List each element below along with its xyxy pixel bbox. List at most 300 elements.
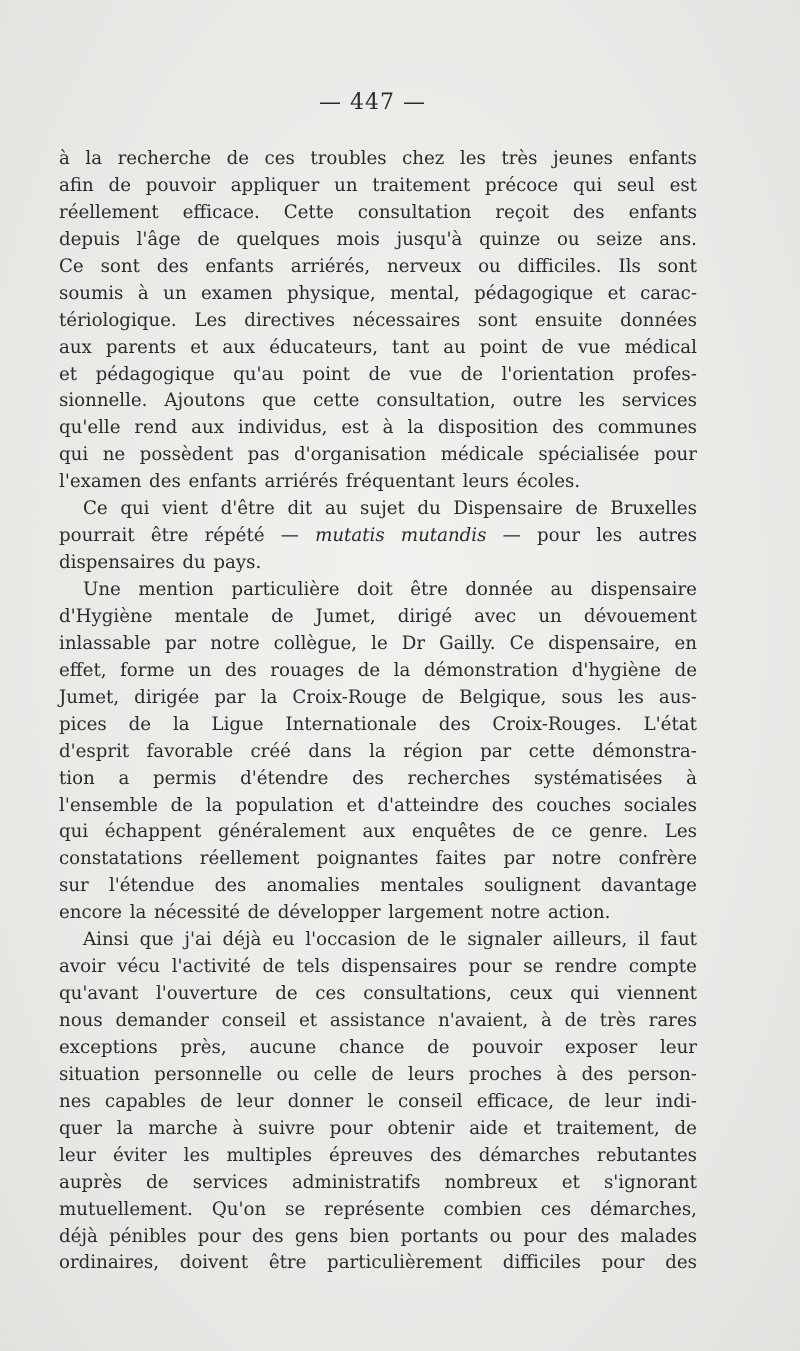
word: consultation: [357, 201, 472, 223]
word: ceux: [509, 983, 553, 1005]
word: répété: [204, 525, 265, 547]
word: des: [251, 1225, 284, 1247]
word: et: [523, 1117, 542, 1139]
word: de: [568, 1090, 591, 1112]
word: particulièrement: [327, 1252, 483, 1274]
word: d'être: [220, 498, 275, 520]
word: leur: [604, 1090, 642, 1112]
word: constatations: [59, 848, 183, 870]
word: s'ignorant: [603, 1171, 697, 1193]
word: de: [200, 1090, 223, 1112]
word: aux: [191, 417, 224, 439]
word: poignantes: [316, 848, 419, 870]
word: particulière: [231, 579, 340, 600]
text-line: [59, 227, 697, 254]
word: sous: [561, 686, 603, 708]
word: par: [214, 686, 246, 708]
word: du: [182, 552, 206, 574]
word: de: [427, 1036, 450, 1058]
word: Une: [83, 579, 121, 600]
word: sur: [59, 875, 89, 897]
word: notre: [490, 902, 541, 924]
text-line: [59, 200, 697, 227]
word: nes: [59, 1090, 91, 1112]
word: d'hygiène: [571, 659, 662, 681]
word: doit: [357, 579, 393, 600]
word: mentales: [380, 875, 464, 897]
word: systématisées: [534, 767, 663, 789]
word: notre: [210, 632, 260, 654]
word: nécessaires: [352, 309, 461, 331]
text-line: [59, 954, 697, 981]
word: leur: [236, 1090, 274, 1112]
word: de: [357, 659, 381, 681]
word: qui: [570, 983, 600, 1005]
word: des: [581, 1063, 614, 1085]
text-line: [59, 146, 697, 173]
word: un: [163, 282, 187, 304]
word: arriérés,: [290, 255, 371, 277]
word: aus-: [658, 686, 697, 708]
word: ces: [315, 983, 346, 1005]
word: à: [232, 1117, 244, 1139]
text-line: [59, 846, 697, 873]
word: sionnelle.: [59, 390, 148, 412]
word: et: [346, 794, 365, 816]
word: Bruxelles: [610, 498, 697, 520]
word: l'ensemble: [59, 794, 158, 816]
word: les: [459, 148, 486, 169]
word: directives: [244, 309, 335, 331]
word: nombreux: [444, 1171, 538, 1193]
word: dirigée: [134, 686, 200, 708]
text-line: [59, 793, 697, 820]
word: l'ouverture: [155, 983, 258, 1005]
word: d'esprit: [59, 740, 130, 762]
word: ou: [556, 228, 580, 250]
word: demander: [115, 1010, 209, 1031]
word: rares: [648, 1010, 697, 1031]
word: est: [669, 174, 697, 196]
word: viennent: [616, 983, 697, 1005]
word: services: [621, 390, 697, 412]
word: sujet: [360, 498, 405, 520]
word: leurs: [462, 471, 509, 493]
word: ces: [264, 148, 295, 169]
word: enfants: [205, 255, 274, 277]
word: largement: [388, 902, 484, 924]
word: à: [137, 282, 149, 304]
word: pour: [601, 1252, 645, 1274]
word: de: [575, 498, 598, 520]
word: ce: [551, 821, 573, 843]
word: enfants: [628, 148, 697, 169]
word: exceptions: [59, 1036, 158, 1058]
word: rebutantes: [596, 1144, 697, 1166]
word: pouvoir: [145, 174, 216, 196]
word: exposer: [564, 1036, 638, 1058]
word: jeunes: [553, 148, 613, 169]
word: Qu'on: [211, 1198, 267, 1220]
word: proches: [468, 1063, 543, 1085]
word: de: [564, 1010, 587, 1031]
word: leurs: [408, 1063, 455, 1085]
word: spécialisée: [538, 444, 640, 466]
word: n'avaient,: [438, 1010, 529, 1031]
word: et: [298, 1010, 318, 1031]
word: davantage: [601, 875, 697, 897]
word: favorable: [146, 740, 234, 762]
word: et: [59, 363, 78, 385]
word: a: [118, 767, 130, 789]
word: un: [334, 174, 358, 196]
word: —: [280, 525, 299, 547]
word: suivre: [258, 1117, 315, 1139]
word: épreuves: [329, 1144, 413, 1166]
word: la: [129, 902, 147, 924]
word: j'ai: [184, 929, 212, 951]
word: qu'au: [233, 363, 285, 385]
word: qui: [120, 498, 150, 520]
word: la: [407, 417, 425, 439]
word: très: [599, 1010, 636, 1031]
word: parents: [105, 336, 177, 358]
word: pourrait: [59, 525, 135, 547]
word: physique,: [287, 282, 376, 304]
word: qu'elle: [59, 417, 121, 439]
text-line: [59, 415, 697, 442]
word: la: [205, 794, 223, 816]
word: quer: [59, 1117, 102, 1139]
word: nerveux: [387, 255, 462, 277]
text-line: [59, 335, 697, 362]
word: leur: [659, 1036, 697, 1058]
word: Belgique,: [459, 686, 547, 708]
text-line: [59, 577, 697, 604]
word: des: [156, 255, 189, 277]
word: au: [324, 498, 348, 520]
word: autres: [638, 525, 697, 547]
text-line: [59, 685, 697, 712]
text-line: [59, 362, 697, 389]
word: Jumet,: [59, 686, 120, 708]
word: ailleurs,: [552, 929, 628, 951]
word: mutuellement.: [59, 1198, 193, 1220]
word: tant: [392, 336, 430, 358]
text-line: [59, 873, 697, 900]
word: seize: [596, 228, 643, 250]
word: il: [638, 929, 650, 951]
word: le: [371, 632, 388, 654]
word: capables: [104, 1090, 186, 1112]
word: pénibles: [109, 1225, 187, 1247]
word: Dr: [401, 632, 426, 654]
text-line: [59, 308, 697, 335]
word: des: [577, 1225, 610, 1247]
word: de: [170, 794, 194, 816]
word: des: [149, 471, 181, 493]
word: mention: [138, 579, 214, 600]
word: ensuite: [534, 309, 603, 331]
word: de: [406, 929, 430, 951]
word: inlassable: [59, 632, 151, 654]
word: aide: [469, 1117, 509, 1139]
word: enfants: [188, 471, 257, 493]
word: d'Hygiène: [59, 605, 153, 627]
word: Ajoutons: [164, 390, 246, 412]
word: de: [108, 174, 131, 196]
text-line: [59, 631, 697, 658]
word: aux: [222, 336, 256, 358]
text-line: [59, 281, 697, 308]
word: des: [438, 713, 471, 735]
word: de: [128, 713, 152, 735]
word: Ainsi: [83, 929, 129, 951]
word: ou: [489, 1225, 513, 1247]
word: par: [503, 848, 535, 870]
text-line: [59, 819, 697, 846]
text-line: [59, 173, 697, 200]
word: l'occasion: [305, 929, 397, 951]
word: des: [429, 1144, 462, 1166]
text-line: [59, 442, 697, 469]
word: en: [674, 632, 697, 654]
word: de: [421, 686, 445, 708]
word: éducateurs,: [269, 336, 378, 358]
word: permis: [152, 767, 217, 789]
word: à: [540, 1010, 552, 1031]
text-line: [59, 1197, 697, 1224]
word: point: [479, 336, 528, 358]
word: confrère: [618, 848, 697, 870]
word: pays.: [213, 552, 262, 574]
word: Internationale: [285, 713, 417, 735]
word: obtenir: [387, 1117, 455, 1139]
word: de: [368, 363, 391, 385]
word: être: [150, 525, 189, 547]
word: anomalies: [266, 875, 360, 897]
word: bien: [349, 1225, 390, 1247]
word: effet,: [59, 659, 107, 681]
word: ne: [102, 444, 126, 466]
word: démonstration: [423, 659, 559, 681]
word: appliquer: [230, 174, 320, 196]
word: échappent: [104, 821, 202, 843]
word: communes: [597, 417, 697, 439]
word: Ce: [59, 255, 84, 277]
word: d'étendre: [240, 767, 329, 789]
word: la: [393, 659, 411, 681]
word: développer: [277, 902, 381, 924]
text-line: [59, 981, 697, 1008]
word: soulignent: [484, 875, 581, 897]
word: services: [192, 1171, 268, 1193]
word: des: [572, 201, 605, 223]
word: recherche: [117, 148, 212, 169]
word: au: [443, 336, 466, 358]
body-text: [59, 146, 697, 1277]
word: les: [596, 525, 623, 547]
word: chance: [338, 1036, 405, 1058]
word: depuis: [59, 228, 120, 250]
word: rend: [134, 417, 178, 439]
word: traitement: [372, 174, 471, 196]
word: à: [686, 767, 697, 789]
word: de: [226, 148, 249, 169]
word: précoce: [485, 174, 559, 196]
word: de: [275, 983, 298, 1005]
word: généralement: [217, 821, 346, 843]
word: et: [607, 282, 626, 304]
word: réellement: [199, 848, 300, 870]
word: la: [85, 148, 103, 169]
word: des: [491, 794, 524, 816]
word: que: [139, 929, 174, 951]
word: ordinaires,: [59, 1252, 160, 1274]
word: ans.: [659, 228, 697, 250]
word: de: [197, 228, 220, 250]
word: multiples: [226, 1144, 313, 1166]
word: soumis: [59, 282, 124, 304]
word: dispensaire,: [548, 632, 661, 654]
word: pices: [59, 713, 107, 735]
text-line: [59, 712, 697, 739]
word: sont: [477, 309, 518, 331]
word: d'atteindre: [377, 794, 479, 816]
word: population: [235, 794, 334, 816]
word: compte: [628, 956, 697, 978]
word: action.: [547, 902, 611, 924]
word: Dispensaire: [453, 498, 563, 520]
word: la: [260, 686, 278, 708]
word: donnée: [465, 579, 533, 600]
word: se: [523, 956, 544, 978]
word: celle: [313, 1063, 357, 1085]
word: démarches: [478, 1144, 580, 1166]
word: éviter: [113, 1144, 167, 1166]
text-line: [59, 550, 697, 577]
word: doivent: [179, 1252, 249, 1274]
word: nécessité: [154, 902, 241, 924]
word: pour: [329, 1117, 373, 1139]
word: Ce: [509, 632, 535, 654]
word: du: [417, 498, 441, 520]
word: dévouement: [583, 605, 697, 627]
word: vécu: [117, 956, 161, 978]
word: des: [665, 1252, 697, 1274]
word: ou: [478, 255, 501, 277]
word: outre: [512, 390, 563, 412]
word: Ils: [618, 255, 641, 277]
word: l'étendue: [108, 875, 195, 897]
word: avoir: [59, 956, 106, 978]
word: auprès: [59, 1171, 122, 1193]
word: qui: [59, 444, 89, 466]
word: efficace.: [182, 201, 260, 223]
word: eu: [272, 929, 295, 951]
word: démarches,: [589, 1198, 697, 1220]
word: de: [674, 659, 697, 681]
word: de: [271, 605, 294, 627]
word: traitement,: [556, 1117, 660, 1139]
word: de: [371, 1063, 394, 1085]
word: Ligue: [211, 713, 264, 735]
word: à: [382, 417, 394, 439]
word: les: [579, 390, 605, 412]
word: par: [480, 740, 512, 762]
text-line: [59, 1143, 697, 1170]
word: pour: [468, 956, 512, 978]
text-line: [59, 604, 697, 631]
text-line: [59, 1089, 697, 1116]
word: nous: [59, 1010, 103, 1031]
word: des: [214, 875, 247, 897]
word: leur: [59, 1144, 96, 1166]
word: reçoit: [495, 201, 549, 223]
word: aux: [362, 821, 396, 843]
word: le: [439, 929, 457, 951]
word: Cette: [283, 201, 334, 223]
word: déjà: [59, 1225, 98, 1247]
word: de: [262, 956, 285, 978]
word: encore: [59, 902, 123, 924]
word: notre: [551, 848, 602, 870]
text-line: [59, 1170, 697, 1197]
text-line: [59, 927, 697, 954]
word: aux: [59, 336, 92, 358]
word: et: [190, 336, 209, 358]
text-line: [59, 1008, 697, 1035]
word: tion: [59, 767, 95, 789]
word: pas: [247, 444, 280, 466]
word: pédagogique: [474, 282, 594, 304]
word: Ce: [83, 498, 108, 520]
word: mois: [336, 228, 380, 250]
word: très: [501, 148, 538, 169]
text-line: [59, 900, 697, 927]
text-line: [59, 658, 697, 685]
word: pouvoir: [472, 1036, 543, 1058]
word: difficiles.: [517, 255, 602, 277]
word: écoles.: [516, 471, 581, 493]
word: marche: [148, 1117, 218, 1139]
word: déjà: [222, 929, 262, 951]
word: efficace,: [476, 1090, 554, 1112]
word: person-: [627, 1063, 697, 1085]
word: vue: [577, 336, 611, 358]
word: pour: [197, 1225, 241, 1247]
word: est: [341, 417, 369, 439]
word: les: [183, 1144, 210, 1166]
word: Croix-Rouges.: [492, 713, 622, 735]
word: mutatis: [315, 525, 385, 547]
word: combien: [443, 1198, 522, 1220]
word: Gailly.: [439, 632, 496, 654]
word: assistance: [329, 1010, 426, 1031]
word: collègue,: [273, 632, 358, 654]
word: région: [403, 740, 463, 762]
word: dans: [308, 740, 352, 762]
word: pour: [537, 525, 581, 547]
word: la: [172, 713, 190, 735]
word: cette: [528, 740, 575, 762]
word: Jumet,: [315, 605, 376, 627]
word: seul: [617, 174, 655, 196]
word: conseil: [221, 1010, 287, 1031]
word: quinze: [479, 228, 541, 250]
text-line: [59, 496, 697, 523]
word: carac-: [640, 282, 697, 304]
